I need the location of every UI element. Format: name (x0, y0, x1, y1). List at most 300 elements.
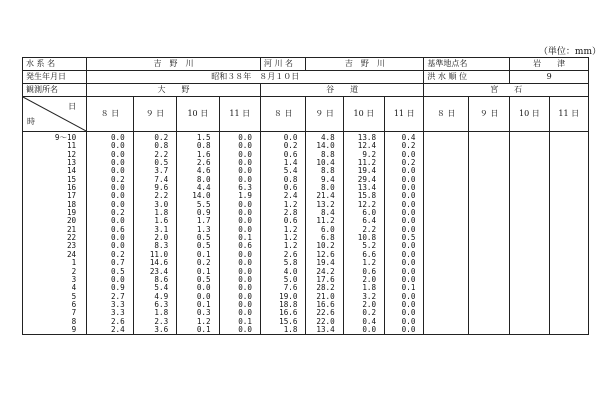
rainfall-value: 0.0 (110, 158, 125, 168)
rainfall-value: 10.4 (316, 158, 335, 168)
rainfall-value: 1.6 (196, 149, 211, 159)
rainfall-value: 0.8 (283, 174, 298, 184)
rainfall-value: 1.5 (196, 133, 211, 142)
rainfall-value: 11.2 (316, 216, 335, 226)
rainfall-value (469, 192, 509, 200)
rainfall-value: 0.0 (238, 208, 252, 218)
hour-label: 19 (66, 208, 77, 218)
hour-label: 23 (66, 241, 77, 251)
hour-label: 11 (66, 141, 77, 151)
rainfall-value (469, 301, 509, 309)
rainfall-value: 11.2 (357, 158, 377, 168)
rainfall-value: 0.4 (362, 316, 377, 326)
value-column (87, 132, 134, 335)
rainfall-value: 6.0 (362, 208, 377, 218)
rainfall-value (424, 284, 467, 292)
rainfall-value: 0.7 (110, 258, 125, 268)
rainfall-value (469, 142, 509, 150)
rainfall-value: 0.0 (110, 191, 125, 201)
rainfall-value: 0.0 (238, 266, 252, 276)
day-header: ９ 日 (468, 97, 509, 132)
rainfall-value (424, 268, 467, 276)
rainfall-value: 2.2 (154, 191, 169, 201)
rainfall-value: 0.0 (401, 299, 416, 309)
rainfall-value: 8.0 (320, 183, 335, 193)
rainfall-value: 0.5 (196, 233, 211, 243)
value-column (424, 132, 468, 335)
hour-label: 21 (66, 224, 77, 234)
rainfall-value: 0.0 (362, 324, 377, 334)
rainfall-value: 6.0 (320, 224, 335, 234)
rainfall-value (550, 134, 588, 142)
rainfall-value: 13.8 (357, 133, 377, 142)
rainfall-value: 0.0 (110, 274, 125, 284)
rainfall-value: 0.0 (238, 166, 252, 176)
rainfall-value: 0.0 (238, 158, 252, 168)
rainfall-value: 1.8 (362, 283, 377, 293)
header-row-river (23, 58, 589, 71)
hour-label: 9 (71, 324, 77, 334)
hour-label: 5 (71, 291, 77, 301)
rainfall-value: 8.8 (320, 149, 335, 159)
rainfall-value: 0.0 (401, 224, 416, 234)
rainfall-value: 0.6 (283, 149, 298, 159)
corner-day-label: 日 (68, 102, 77, 111)
rainfall-value (550, 259, 588, 267)
rainfall-value: 1.7 (196, 216, 211, 226)
rainfall-value (469, 309, 509, 317)
rainfall-value: 0.6 (362, 266, 377, 276)
rainfall-value (510, 159, 548, 167)
rainfall-value: 0.0 (401, 266, 416, 276)
rainfall-value: 0.0 (401, 166, 416, 176)
rainfall-value: 5.4 (283, 166, 298, 176)
rainfall-value: 0.0 (238, 224, 252, 234)
rainfall-value: 0.4 (401, 133, 416, 142)
rainfall-value (424, 226, 467, 234)
rainfall-value: 8.4 (320, 208, 335, 218)
value-column (549, 132, 588, 335)
rainfall-value: 12.2 (357, 199, 377, 209)
rainfall-value: 21.4 (316, 191, 335, 201)
hour-label: 3 (71, 274, 77, 284)
rainfall-value: 1.2 (196, 316, 211, 326)
rainfall-value (469, 259, 509, 267)
rainfall-value: 0.0 (401, 291, 416, 301)
rainfall-value: 5.2 (362, 241, 377, 251)
rainfall-value: 6.3 (154, 299, 169, 309)
rainfall-value: 0.0 (401, 208, 416, 218)
rainfall-value: 0.5 (154, 158, 169, 168)
rainfall-value: 4.0 (283, 266, 298, 276)
river-value: 吉 野 川 (306, 58, 424, 71)
rainfall-value (469, 209, 509, 217)
rainfall-value (510, 301, 548, 309)
rainfall-value: 0.0 (238, 174, 252, 184)
rainfall-value (469, 242, 509, 250)
rainfall-value: 22.6 (316, 308, 335, 318)
rainfall-value (469, 159, 509, 167)
rainfall-value: 11.0 (149, 249, 169, 259)
rainfall-value: 2.0 (154, 233, 169, 243)
rainfall-value (550, 209, 588, 217)
hour-column (23, 132, 87, 335)
rainfall-value: 19.4 (357, 166, 377, 176)
rainfall-value (424, 201, 467, 209)
rainfall-value (424, 259, 467, 267)
rainfall-value: 0.8 (196, 141, 211, 151)
hour-label: 6 (71, 299, 77, 309)
rainfall-value: 0.6 (283, 183, 298, 193)
rainfall-value (424, 209, 467, 217)
rainfall-value (550, 217, 588, 225)
rainfall-value (550, 276, 588, 284)
station-label: 観測所名 (23, 84, 87, 97)
rainfall-value: 10.2 (316, 241, 335, 251)
rainfall-value (469, 234, 509, 242)
rainfall-value (550, 201, 588, 209)
flood-rank-value: 9 (510, 71, 589, 84)
rainfall-value (469, 217, 509, 225)
day-header: ８ 日 (87, 97, 134, 132)
rainfall-value: 9.2 (362, 149, 377, 159)
rainfall-value (469, 293, 509, 301)
date-value: 昭和３８年 ８月１０日 (87, 71, 424, 84)
rainfall-value: 0.1 (238, 233, 252, 243)
rainfall-value: 4.8 (320, 133, 335, 142)
rainfall-value (469, 276, 509, 284)
rainfall-value (424, 326, 467, 334)
rainfall-value: 1.6 (154, 216, 169, 226)
rainfall-value: 1.8 (154, 308, 169, 318)
rainfall-value: 0.0 (401, 174, 416, 184)
value-column (260, 132, 306, 335)
rainfall-value: 12.6 (316, 249, 335, 259)
hour-label: 1 (71, 258, 77, 268)
rainfall-value (550, 326, 588, 334)
rainfall-value: 1.4 (283, 158, 298, 168)
rainfall-value: 1.2 (283, 233, 298, 243)
rainfall-value (424, 142, 467, 150)
rainfall-value (469, 184, 509, 192)
station-name-miyaishi: 宮 石 (424, 84, 589, 97)
rainfall-value (469, 318, 509, 326)
rainfall-value: 0.0 (401, 191, 416, 201)
rainfall-value (424, 234, 467, 242)
rainfall-value: 0.2 (401, 158, 416, 168)
hour-label: 16 (66, 183, 77, 193)
day-hour-corner (23, 97, 87, 132)
rainfall-value: 6.3 (238, 183, 252, 193)
rainfall-value: 0.0 (401, 316, 416, 326)
rainfall-value: 0.5 (196, 274, 211, 284)
rainfall-value: 19.4 (316, 258, 335, 268)
rainfall-value: 22.0 (316, 316, 335, 326)
header-row-date (23, 71, 589, 84)
rainfall-value: 0.0 (238, 324, 252, 334)
rainfall-value (510, 293, 548, 301)
rainfall-value: 0.2 (110, 208, 125, 218)
rainfall-value: 0.6 (283, 216, 298, 226)
rainfall-value: 5.5 (196, 199, 211, 209)
rainfall-value: 0.9 (196, 208, 211, 218)
unit-label: （単位：mm） (538, 47, 601, 57)
rainfall-value (550, 318, 588, 326)
rainfall-value: 8.8 (320, 166, 335, 176)
rainfall-value: 2.6 (196, 158, 211, 168)
rainfall-value: 0.2 (154, 133, 169, 142)
rainfall-value (510, 184, 548, 192)
rainfall-value: 9.4 (320, 174, 335, 184)
day-header: ８ 日 (424, 97, 468, 132)
rainfall-value (424, 159, 467, 167)
rainfall-value: 0.5 (401, 233, 416, 243)
rainfall-value: 0.0 (238, 133, 252, 142)
rainfall-value: 3.1 (154, 224, 169, 234)
flood-rank-label: 洪 水 順 位 (424, 71, 510, 84)
hour-label: 17 (66, 191, 77, 201)
rainfall-value: 0.0 (401, 216, 416, 226)
rainfall-value (510, 251, 548, 259)
day-header: 11 日 (219, 97, 260, 132)
day-header: 10 日 (510, 97, 549, 132)
rainfall-value: 14.6 (149, 258, 169, 268)
rainfall-value: 0.0 (401, 308, 416, 318)
rainfall-value: 0.0 (238, 308, 252, 318)
rainfall-value: 28.2 (316, 283, 335, 293)
rainfall-value (550, 242, 588, 250)
rainfall-value (550, 284, 588, 292)
rainfall-value: 5.0 (283, 274, 298, 284)
rainfall-value (510, 134, 548, 142)
rainfall-value: 4.9 (154, 291, 169, 301)
rainfall-value (550, 192, 588, 200)
rainfall-value: 0.2 (110, 249, 125, 259)
value-column (219, 132, 260, 335)
rainfall-value (424, 176, 467, 184)
hour-label: 24 (66, 249, 77, 259)
hour-label: 12 (66, 149, 77, 159)
rainfall-value: 2.6 (283, 249, 298, 259)
rainfall-value (469, 326, 509, 334)
rainfall-value: 8.6 (154, 274, 169, 284)
rainfall-value: 1.2 (362, 258, 377, 268)
rainfall-value: 2.4 (283, 191, 298, 201)
rainfall-value: 1.9 (238, 191, 252, 201)
rainfall-value: 2.4 (110, 324, 125, 334)
value-column (343, 132, 384, 335)
rainfall-value: 0.0 (238, 258, 252, 268)
rainfall-table (22, 57, 589, 335)
rainfall-value: 3.7 (154, 166, 169, 176)
rainfall-value (424, 134, 467, 142)
rainfall-value: 0.0 (238, 149, 252, 159)
rainfall-value: 2.2 (154, 149, 169, 159)
rainfall-value: 0.0 (110, 149, 125, 159)
rainfall-value: 1.8 (283, 324, 298, 334)
value-column (177, 132, 219, 335)
day-header: ８ 日 (260, 97, 306, 132)
hour-label: 4 (71, 283, 77, 293)
rainfall-value (424, 242, 467, 250)
rainfall-value: 23.4 (149, 266, 169, 276)
rainfall-value: 0.2 (362, 308, 377, 318)
rainfall-value (424, 293, 467, 301)
rainfall-value: 0.3 (196, 308, 211, 318)
rainfall-value (510, 167, 548, 175)
data-body-row (23, 132, 589, 335)
rainfall-value: 4.6 (196, 166, 211, 176)
rainfall-value (510, 176, 548, 184)
rainfall-value: 4.4 (196, 183, 211, 193)
rainfall-value (510, 217, 548, 225)
rainfall-value: 3.0 (154, 199, 169, 209)
rainfall-value: 0.5 (196, 241, 211, 251)
hour-label: 15 (66, 174, 77, 184)
rainfall-value (469, 201, 509, 209)
value-column (133, 132, 176, 335)
rainfall-value: 19.0 (279, 291, 298, 301)
rainfall-value: 7.4 (154, 174, 169, 184)
date-label: 発生年月日 (23, 71, 87, 84)
hour-label: 22 (66, 233, 77, 243)
rainfall-value: 1.2 (283, 224, 298, 234)
value-column (306, 132, 343, 335)
rainfall-value (424, 301, 467, 309)
hour-label: 9～10 (54, 133, 77, 142)
rainfall-value: 0.1 (238, 316, 252, 326)
rainfall-value (510, 309, 548, 317)
river-label: 河 川 名 (260, 58, 306, 71)
rainfall-value: 2.8 (283, 208, 298, 218)
rainfall-value: 24.2 (316, 266, 335, 276)
rainfall-value: 0.0 (283, 133, 298, 142)
rainfall-value: 2.6 (110, 316, 125, 326)
rainfall-value (510, 201, 548, 209)
day-header: 11 日 (549, 97, 588, 132)
rainfall-value: 0.0 (401, 183, 416, 193)
rainfall-value: 3.2 (362, 291, 377, 301)
rainfall-value: 1.8 (154, 208, 169, 218)
rainfall-value: 0.1 (196, 266, 211, 276)
rainfall-value (510, 234, 548, 242)
rainfall-value: 3.3 (110, 299, 125, 309)
rainfall-value: 0.6 (110, 224, 125, 234)
rainfall-value: 2.0 (362, 299, 377, 309)
day-header: 11 日 (385, 97, 424, 132)
rainfall-value (424, 251, 467, 259)
rainfall-value: 3.6 (154, 324, 169, 334)
rainfall-value: 0.5 (110, 266, 125, 276)
rainfall-value: 0.9 (110, 283, 125, 293)
rainfall-value (550, 226, 588, 234)
rainfall-value (550, 167, 588, 175)
rainfall-value: 8.0 (196, 174, 211, 184)
rainfall-value (424, 151, 467, 159)
rainfall-value: 8.3 (154, 241, 169, 251)
day-header: ９ 日 (306, 97, 343, 132)
rainfall-value: 0.0 (401, 274, 416, 284)
rainfall-value: 0.1 (196, 249, 211, 259)
rainfall-value: 13.4 (316, 324, 335, 334)
rainfall-value: 0.0 (196, 291, 211, 301)
hour-label: 7 (71, 308, 77, 318)
rainfall-value (510, 268, 548, 276)
rainfall-value: 2.0 (362, 274, 377, 284)
hour-label: 13 (66, 158, 77, 168)
rainfall-value (510, 226, 548, 234)
rainfall-value (424, 184, 467, 192)
rainfall-value (510, 142, 548, 150)
rainfall-value: 5.8 (283, 258, 298, 268)
rainfall-value: 5.4 (154, 283, 169, 293)
rainfall-value (550, 159, 588, 167)
rainfall-value (424, 309, 467, 317)
rainfall-value: 0.0 (238, 274, 252, 284)
rainfall-value (424, 167, 467, 175)
rainfall-value: 0.0 (110, 241, 125, 251)
rainfall-value: 6.8 (320, 233, 335, 243)
hour-label: 18 (66, 199, 77, 209)
station-name-ono: 大 野 (87, 84, 261, 97)
rainfall-value: 9.6 (154, 183, 169, 193)
rainfall-value: 0.0 (401, 249, 416, 259)
day-header: ９ 日 (133, 97, 176, 132)
rainfall-value (510, 209, 548, 217)
rainfall-value: 2.3 (154, 316, 169, 326)
rainfall-value: 0.0 (238, 299, 252, 309)
rainfall-value: 0.1 (401, 283, 416, 293)
rainfall-value (469, 134, 509, 142)
base-point-value: 岩 津 (510, 58, 589, 71)
rainfall-value: 0.0 (238, 216, 252, 226)
rainfall-value: 14.0 (192, 191, 211, 201)
rainfall-value: 0.0 (401, 258, 416, 268)
rainfall-value (510, 259, 548, 267)
rainfall-value: 18.8 (279, 299, 298, 309)
rainfall-value: 21.0 (316, 291, 335, 301)
rainfall-value: 0.8 (154, 141, 169, 151)
rainfall-value: 0.6 (238, 241, 252, 251)
hour-label: 2 (71, 266, 77, 276)
rainfall-value (469, 226, 509, 234)
rainfall-value (550, 309, 588, 317)
rainfall-value: 0.0 (110, 141, 125, 151)
rainfall-value: 0.0 (401, 199, 416, 209)
rainfall-value (469, 176, 509, 184)
rainfall-value: 0.1 (196, 299, 211, 309)
rainfall-value (469, 268, 509, 276)
rainfall-value: 15.8 (357, 191, 377, 201)
hour-label: 8 (71, 316, 77, 326)
rainfall-value (510, 326, 548, 334)
rainfall-value (469, 151, 509, 159)
rainfall-value: 0.0 (110, 199, 125, 209)
rainfall-value: 16.6 (279, 308, 298, 318)
rainfall-value: 0.0 (110, 233, 125, 243)
rainfall-value: 0.0 (110, 133, 125, 142)
station-name-tanimichi: 谷 道 (260, 84, 423, 97)
rainfall-value (469, 284, 509, 292)
rainfall-value (510, 151, 548, 159)
rainfall-value: 0.0 (401, 241, 416, 251)
rainfall-value: 16.6 (316, 299, 335, 309)
rainfall-value (424, 276, 467, 284)
rainfall-value: 29.4 (357, 174, 377, 184)
rainfall-value (550, 301, 588, 309)
rainfall-value (424, 318, 467, 326)
rainfall-value: 0.0 (401, 149, 416, 159)
